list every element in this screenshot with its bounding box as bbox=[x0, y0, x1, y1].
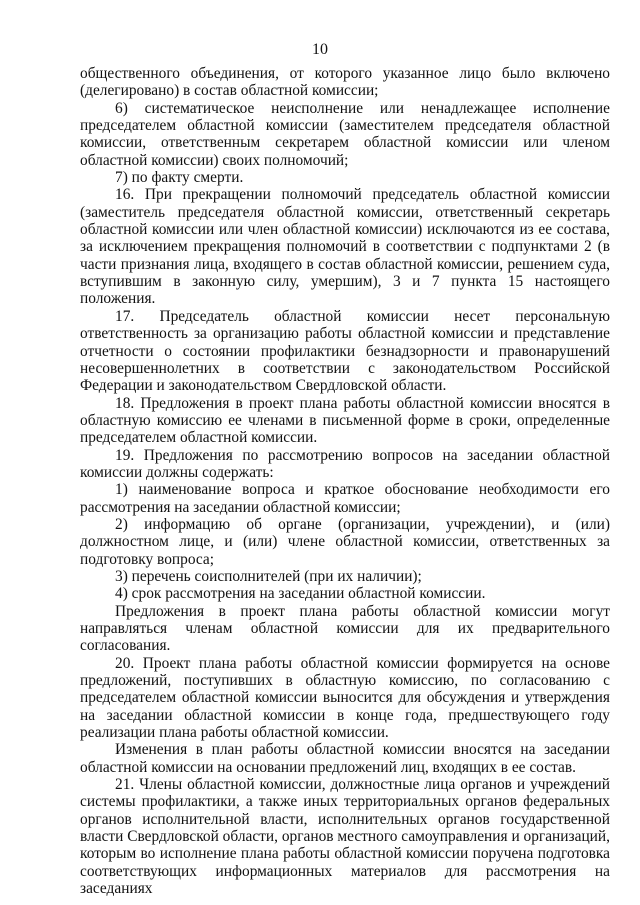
paragraph-item-16: 16. При прекращении полномочий председатель областной комиссии (заместитель председателя областной комиссии, ответственный секретарь областной комиссии или член областной комиссии) исключаются из ее состава, за исключением прекращения полномочий в соответствии с подпунктами 2 (в части признания лица, входящего в состав областной комиссии, решением суда, вступившим в законную силу, умершим), 3 и 7 пункта 15 настоящего положения. bbox=[80, 186, 610, 308]
paragraph-item-21: 21. Члены областной комиссии, должностные лица органов и учреждений системы профилактики, а также иных территориальных органов федеральных органов исполнительной власти, исполнительных органов государственной власти Свердловской области, органов местного самоуправления и организаций, которым во исполнение плана работы областной комиссии поручена подготовка соответствующих информационных материалов для рассмотрения на заседаниях bbox=[80, 776, 610, 898]
paragraph-item-17: 17. Председатель областной комиссии несет персональную ответственность за организацию работы областной комиссии и представление отчетности о состоянии профилактики безнадзорности и правонарушений несовершеннолетних в соответствии с законодательством Российской Федерации и законодательством Свердловской области. bbox=[80, 307, 610, 395]
paragraph-subitem-6: 6) систематическое неисполнение или ненадлежащее исполнение председателем областной комиссии (заместителем председателя областной комиссии, ответственным секретарем областной комиссии или членом областной комиссии) своих полномочий; bbox=[80, 99, 610, 169]
paragraph-subitem-3: 3) перечень соисполнителей (при их наличии); bbox=[115, 567, 422, 585]
paragraph-item-19: 19. Предложения по рассмотрению вопросов на заседании областной комиссии должны содержать: bbox=[80, 446, 610, 481]
paragraph-subitem-4: 4) срок рассмотрения на заседании областной комиссии. bbox=[115, 585, 486, 603]
document-body bbox=[80, 65, 610, 898]
page-number: 10 bbox=[312, 41, 328, 58]
paragraph-subitem-2: 2) информацию об органе (организации, учреждении), и (или) должностном лице, и (или) члене областной комиссии, ответственных за подготовку вопроса; bbox=[80, 515, 610, 568]
paragraph-item-18: 18. Предложения в проект плана работы областной комиссии вносятся в областную комиссию ее членами в письменной форме в сроки, определенные председателем областной комиссии. bbox=[80, 394, 610, 447]
paragraph-item-20: 20. Проект плана работы областной комиссии формируется на основе предложений, поступивших в областную комиссию, по согласованию с председателем областной комиссии выносится для обсуждения и утверждения на заседании областной комиссии в конце года, предшествующего году реализации плана работы областной комиссии. bbox=[80, 654, 610, 742]
paragraph-subitem-7: 7) по факту смерти. bbox=[115, 169, 244, 187]
paragraph-subitem-1: 1) наименование вопроса и краткое обоснование необходимости его рассмотрения на заседании областной комиссии; bbox=[80, 481, 610, 516]
paragraph-proposals-note: Предложения в проект плана работы областной комиссии могут направляться членам областной комиссии для их предварительного согласования. bbox=[80, 602, 610, 655]
paragraph-plan-changes: Изменения в план работы областной комиссии вносятся на заседании областной комиссии на основании предложений лиц, входящих в ее состав. bbox=[80, 741, 610, 776]
paragraph-continuation: общественного объединения, от которого указанное лицо было включено (делегировано) в состав областной комиссии; bbox=[80, 65, 610, 100]
